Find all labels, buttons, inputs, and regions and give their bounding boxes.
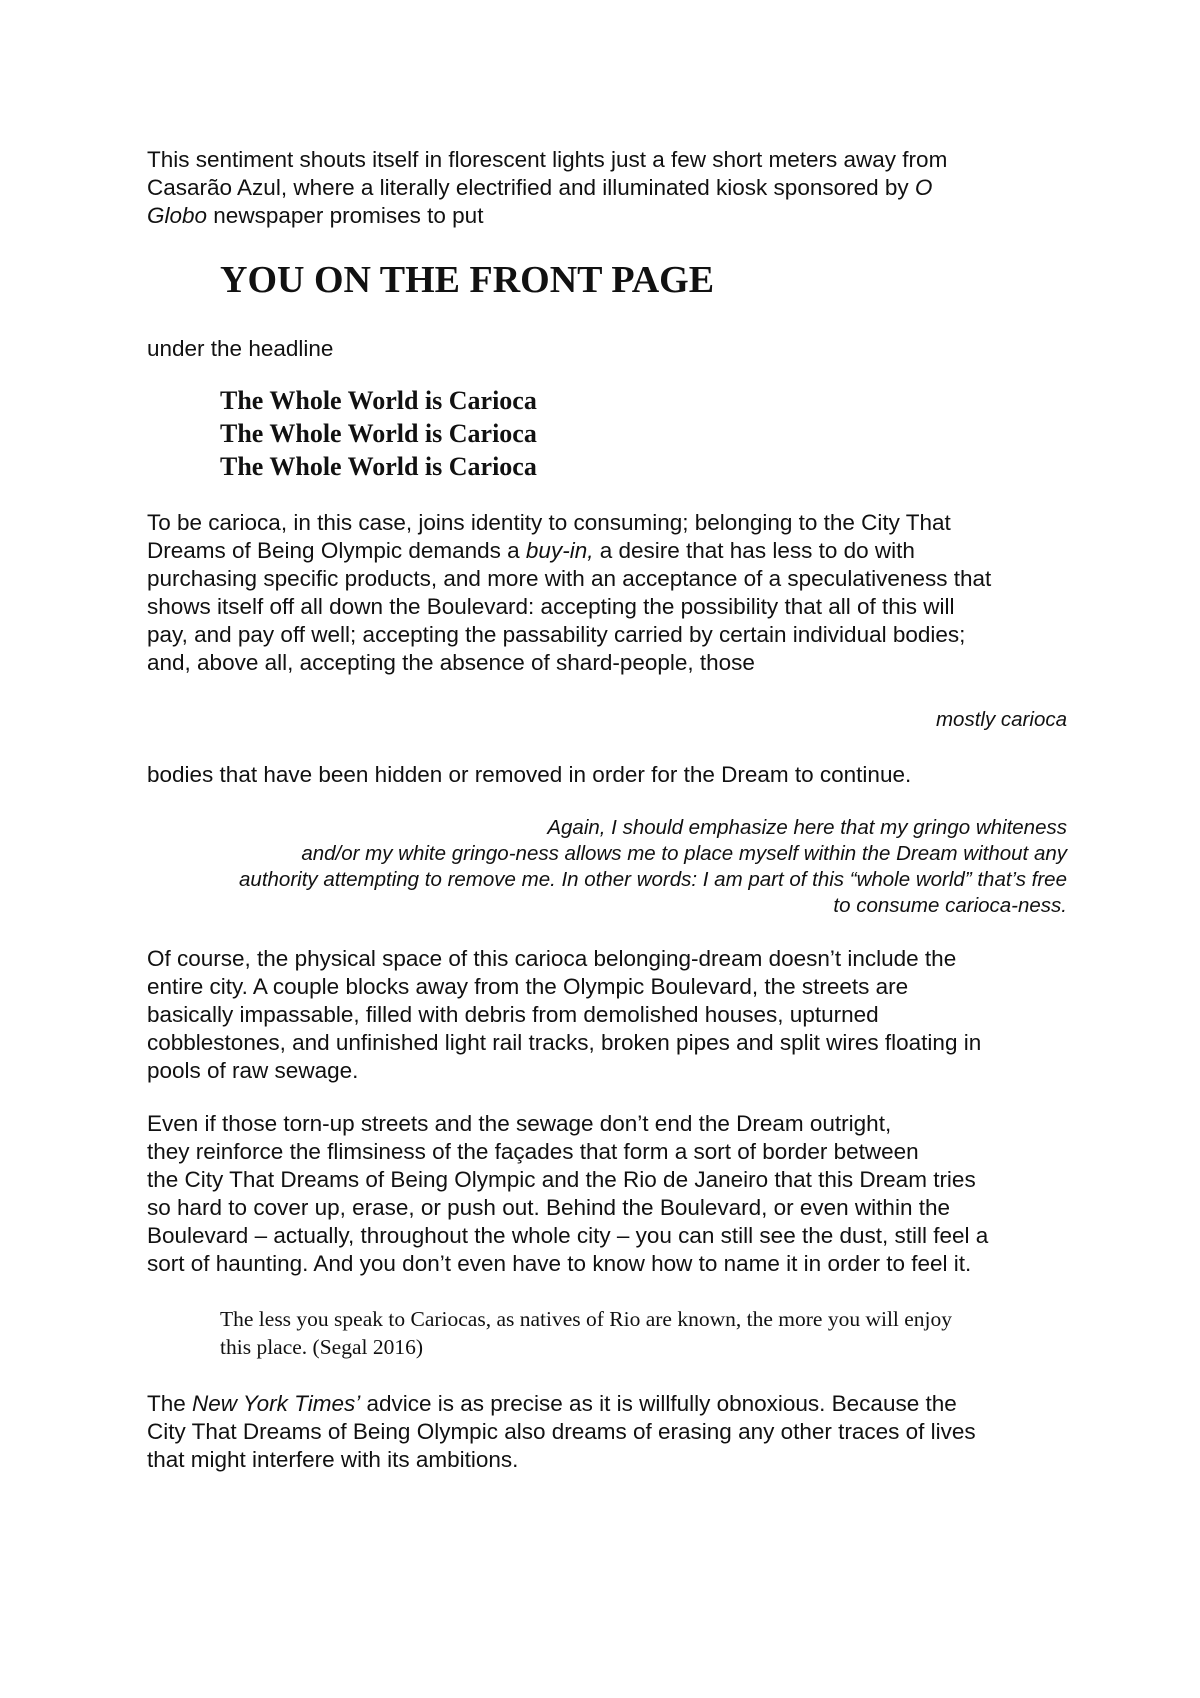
o-globo-emphasis-1: O <box>914 175 933 200</box>
carioca-line-3: The Whole World is Carioca <box>220 452 537 481</box>
space-line-5: pools of raw sewage. <box>147 1058 359 1083</box>
identity-paragraph <box>147 509 1087 677</box>
intro-paragraph <box>147 146 1087 230</box>
aside-line-3: authority attempting to remove me. In other words: I am part of this “whole world” that’s free <box>239 868 1067 891</box>
identity-line-2 <box>147 537 1087 565</box>
streets-line-5: Boulevard – actually, throughout the whole city – you can still see the dust, still feel a <box>147 1223 989 1248</box>
mostly-carioca-note <box>936 707 1067 733</box>
nyt-advice-paragraph <box>147 1390 1087 1474</box>
intro-line-2 <box>147 174 1087 202</box>
gringo-aside <box>239 815 1067 919</box>
carioca-headline-block <box>220 384 537 483</box>
advice-line-2: City That Dreams of Being Olympic also dreams of erasing any other traces of lives <box>147 1419 976 1444</box>
torn-streets-paragraph <box>147 1110 1087 1278</box>
advice-line-3: that might interfere with its ambitions. <box>147 1447 519 1472</box>
carioca-line-2: The Whole World is Carioca <box>220 419 537 448</box>
identity-line-4: shows itself off all down the Boulevard: accepting the possibility that all of this will <box>147 594 955 619</box>
intro-line-3-text: newspaper promises to put <box>207 203 484 228</box>
quote-line-1: The less you speak to Cariocas, as natives of Rio are known, the more you will enjoy <box>220 1307 953 1331</box>
intro-line-2-text: Casarão Azul, where a literally electrified and illuminated kiosk sponsored by <box>147 175 909 200</box>
aside-line-4: to consume carioca-ness. <box>833 894 1067 917</box>
o-globo-emphasis-2: Globo <box>147 203 208 228</box>
space-line-2: entire city. A couple blocks away from the Olympic Boulevard, the streets are <box>147 974 909 999</box>
bodies-line: bodies that have been hidden or removed in order for the Dream to continue. <box>147 762 912 787</box>
space-line-4: cobblestones, and unfinished light rail tracks, broken pipes and split wires floating in <box>147 1030 982 1055</box>
under-headline-line: under the headline <box>147 336 334 361</box>
identity-line-3: purchasing specific products, and more with an acceptance of a speculativeness that <box>147 566 992 591</box>
under-headline-text <box>147 335 1087 363</box>
aside-line-1: Again, I should emphasize here that my gringo whiteness <box>547 816 1067 839</box>
quote-line-2: this place. (Segal 2016) <box>220 1335 424 1359</box>
streets-line-6: sort of haunting. And you don’t even have to know how to name it in order to feel it. <box>147 1251 972 1276</box>
mostly-carioca-line: mostly carioca <box>935 708 1067 731</box>
identity-line-5: pay, and pay off well; accepting the passability carried by certain individual bodies; <box>147 622 966 647</box>
front-page-headline: YOU ON THE FRONT PAGE <box>220 259 715 301</box>
advice-line-1-post: advice is as precise as it is willfully obnoxious. Because the <box>360 1391 957 1416</box>
advice-line-1 <box>147 1390 1087 1418</box>
space-line-1: Of course, the physical space of this carioca belonging-dream doesn’t include the <box>147 946 957 971</box>
identity-line-6: and, above all, accepting the absence of shard-people, those <box>147 650 755 675</box>
streets-line-4: so hard to cover up, erase, or push out. Behind the Boulevard, or even within the <box>147 1195 950 1220</box>
aside-line-2: and/or my white gringo-ness allows me to place myself within the Dream without any <box>301 842 1067 865</box>
nyt-quote <box>220 1305 952 1361</box>
identity-line-1: To be carioca, in this case, joins identity to consuming; belonging to the City That <box>147 510 951 535</box>
carioca-line-1: The Whole World is Carioca <box>220 386 537 415</box>
identity-line-2-post: a desire that has less to do with <box>593 538 915 563</box>
physical-space-paragraph <box>147 945 1087 1085</box>
space-line-3: basically impassable, filled with debris from demolished houses, upturned <box>147 1002 879 1027</box>
identity-line-2-pre: Dreams of Being Olympic demands a <box>147 538 526 563</box>
streets-line-2: they reinforce the flimsiness of the façades that form a sort of border between <box>147 1139 919 1164</box>
streets-line-1: Even if those torn-up streets and the sewage don’t end the Dream outright, <box>147 1111 892 1136</box>
buy-in-emphasis: buy-in, <box>525 538 594 563</box>
advice-line-1-pre: The <box>147 1391 193 1416</box>
bodies-paragraph <box>147 761 1087 789</box>
intro-line-3 <box>147 202 1087 230</box>
intro-line-1: This sentiment shouts itself in florescent lights just a few short meters away from <box>147 147 948 172</box>
nyt-emphasis: New York Times’ <box>192 1391 361 1416</box>
streets-line-3: the City That Dreams of Being Olympic and the Rio de Janeiro that this Dream tries <box>147 1167 976 1192</box>
